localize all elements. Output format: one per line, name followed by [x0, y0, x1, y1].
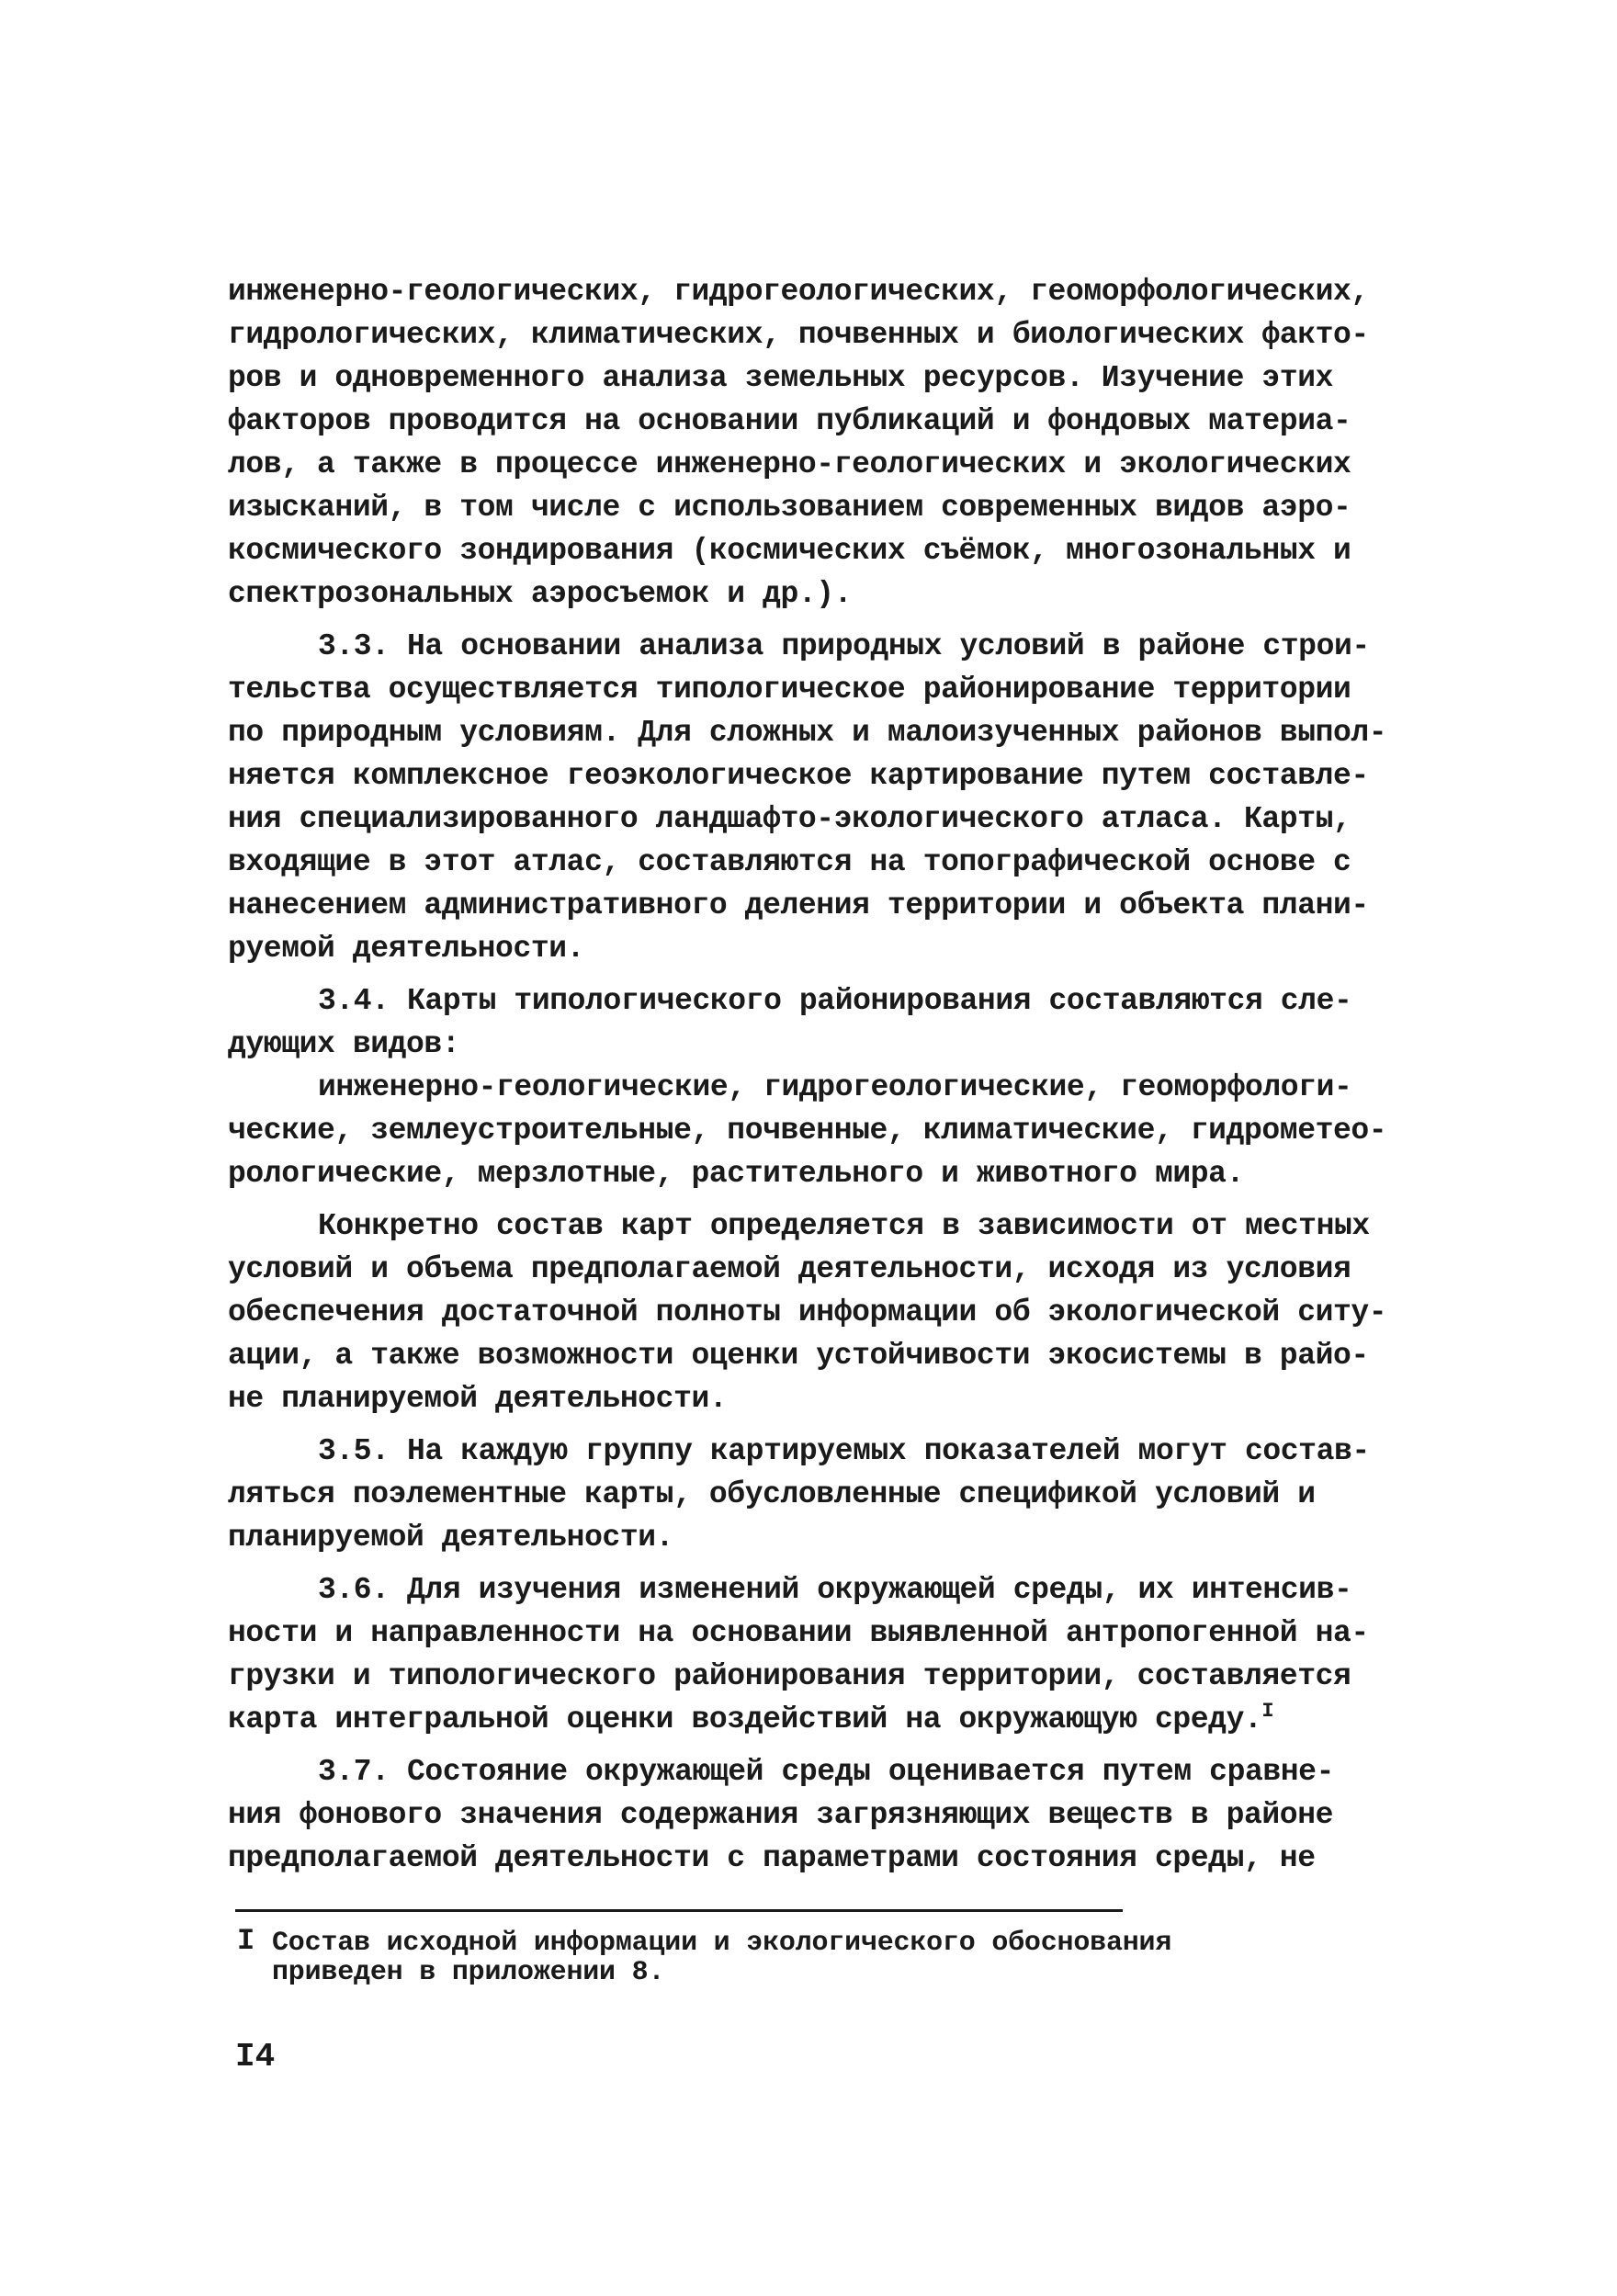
footnote-reference: I — [1261, 1700, 1274, 1723]
text-line: лов, а также в процессе инженерно-геологических и экологических — [228, 447, 1351, 481]
paragraph-3-6-start: 3.6. Для изучения изменений окружающей среды, их интенсив- — [318, 1573, 1352, 1607]
text-line: ния специализированного ландшафто-экологического атласа. Карты, — [228, 802, 1351, 836]
text-line: грузки и типологического районирования территории, составляется — [228, 1659, 1351, 1693]
text-line: дующих видов: — [228, 1027, 460, 1061]
text-line: космического зондирования (космических съёмок, многозональных и — [228, 534, 1351, 568]
paragraph-3-5-start: 3.5. На каждую группу картируемых показателей могут состав- — [318, 1434, 1370, 1468]
text-line: ации, а также возможности оценки устойчивости экосистемы в райо- — [228, 1339, 1369, 1373]
text-line: инженерно-геологических, гидрогеологических, геоморфологических, — [228, 275, 1369, 309]
text-line: по природным условиям. Для сложных и малоизученных районов выпол- — [228, 716, 1387, 750]
text-line: ния фонового значения содержания загрязняющих веществ в районе — [228, 1798, 1334, 1832]
text-line: гидрологических, климатических, почвенных и биологических факто- — [228, 318, 1369, 352]
text-line: няется комплексное геоэкологическое картирование путем составле- — [228, 759, 1369, 793]
text-line: входящие в этот атлас, составляются на топографической основе с — [228, 845, 1351, 879]
text-line: нанесением административного деления территории и объекта плани- — [228, 888, 1369, 922]
text-line: планируемой деятельности. — [228, 1521, 674, 1555]
text-line: не планируемой деятельности. — [228, 1382, 728, 1416]
text-line: руемой деятельности. — [228, 932, 585, 966]
text-line: ческие, землеустроительные, почвенные, климатические, гидрометео- — [228, 1114, 1387, 1148]
footnote-text-line-2: приведен в приложении 8. — [272, 1957, 665, 1988]
text-line: обеспечения достаточной полноты информации об экологической ситу- — [228, 1295, 1387, 1329]
text-line: тельства осуществляется типологическое районирование территории — [228, 673, 1351, 707]
text-line: рологические, мерзлотные, растительного и животного мира. — [228, 1157, 1244, 1191]
text-line: изысканий, в том числе с использованием современных видов аэро- — [228, 491, 1351, 525]
map-types-list: инженерно-геологические, гидрогеологические, геоморфологи- — [318, 1070, 1352, 1104]
paragraph-start: Конкретно состав карт определяется в зависимости от местных — [318, 1209, 1370, 1243]
text-line: факторов проводится на основании публикаций и фондовых материа- — [228, 404, 1351, 438]
text-span: карта интегральной оценки воздействий на окружающую среду. — [228, 1702, 1262, 1736]
text-line: условий и объема предполагаемой деятельности, исходя из условия — [228, 1252, 1351, 1286]
footnote-separator — [235, 1909, 1123, 1912]
text-line: ров и одновременного анализа земельных ресурсов. Изучение этих — [228, 361, 1334, 395]
paragraph-3-4-start: 3.4. Карты типологического районирования составляются сле- — [318, 984, 1352, 1018]
text-line: ляться поэлементные карты, обусловленные спецификой условий и — [228, 1477, 1316, 1511]
paragraph-3-3-start: 3.3. На основании анализа природных условий в районе строи- — [318, 629, 1370, 663]
text-line: спектрозональных аэросъемок и др.). — [228, 577, 853, 611]
text-line: ности и направленности на основании выявленной антропогенной на- — [228, 1616, 1369, 1650]
paragraph-3-7-start: 3.7. Состояние окружающей среды оценивается путем сравне- — [318, 1755, 1334, 1789]
text-line: предполагаемой деятельности с параметрами состояния среды, не — [228, 1841, 1316, 1875]
footnote-text-line-1: Состав исходной информации и экологического обоснования — [272, 1928, 1172, 1959]
page-number: I4 — [235, 2038, 276, 2075]
text-line-with-footnote-ref — [228, 1702, 1273, 1738]
footnote-mark: I — [237, 1924, 255, 1958]
